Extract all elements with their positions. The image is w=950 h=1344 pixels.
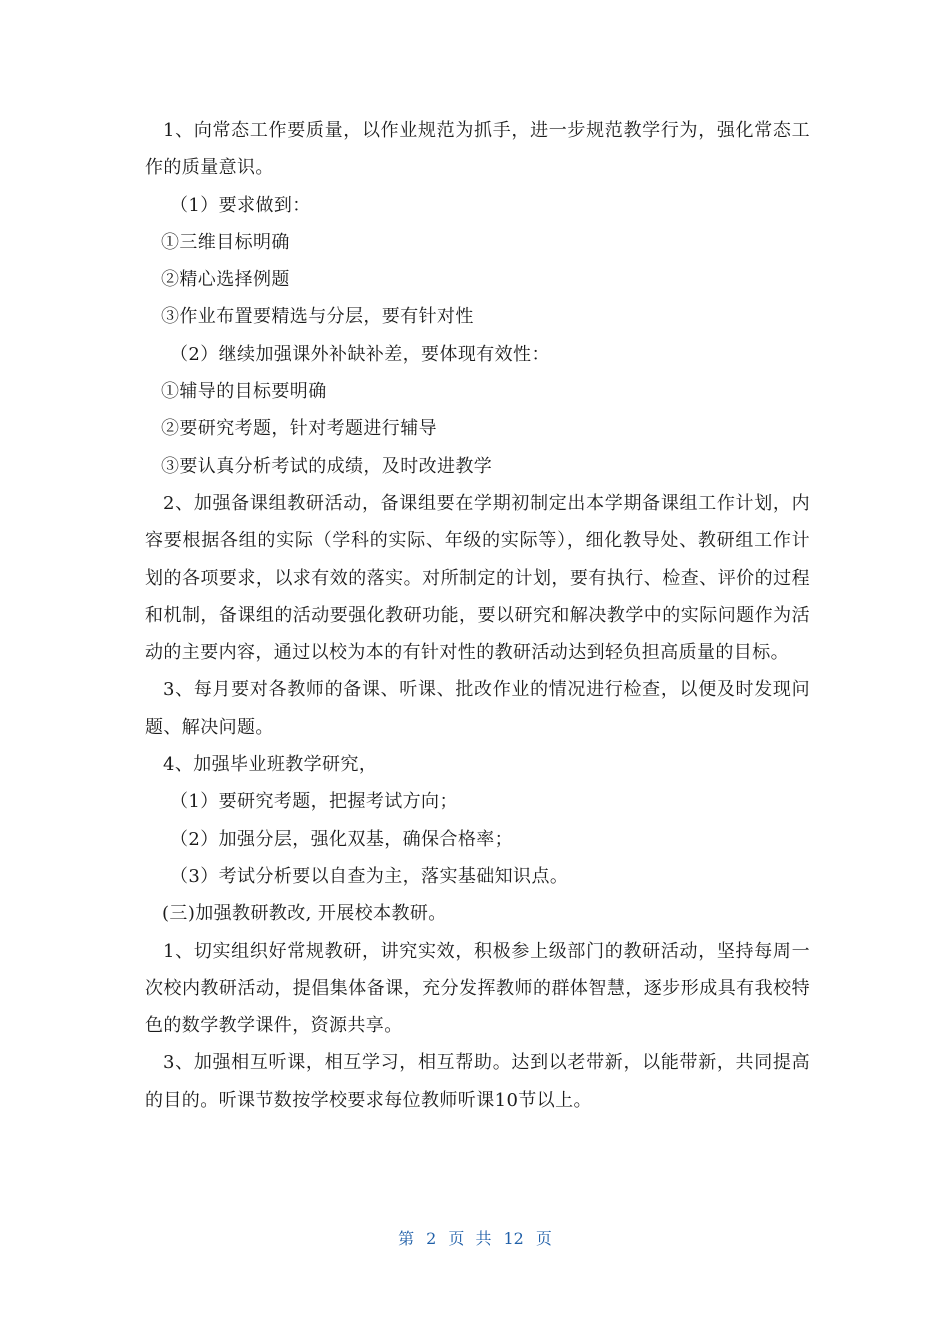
page-footer (0, 1226, 950, 1249)
footer-middle: 页 共 (448, 1229, 492, 1248)
list-item: （2）加强分层，强化双基，确保合格率； (170, 828, 514, 850)
document-body (145, 112, 810, 1119)
footer-prefix: 第 (398, 1229, 415, 1248)
list-item: ②精心选择例题 (161, 269, 290, 291)
footer-current-page: 2 (426, 1229, 437, 1248)
sub-heading-tutoring: （2）继续加强课外补缺补差，要体现有效性： (170, 343, 550, 365)
section-heading: (三)加强教研教改, 开展校本教研。 (162, 903, 447, 925)
list-item: （1）要研究考题，把握考试方向； (170, 791, 458, 813)
list-item: ①辅导的目标要明确 (161, 381, 327, 403)
paragraph-item-1b: 1、切实组织好常规教研，讲究实效，积极参上级部门的教研活动，坚持每周一次校内教研活动，提倡集体备课，充分发挥教师的群体智慧，逐步形成具有我校特色的数学教学课件，资源共享。 (145, 940, 810, 1037)
list-item: ③作业布置要精选与分层，要有针对性 (161, 306, 474, 328)
paragraph-item-3: 3、每月要对各教师的备课、听课、批改作业的情况进行检查，以便及时发现问题、解决问题。 (145, 679, 810, 738)
paragraph-item-1: 1、向常态工作要质量，以作业规范为抓手，进一步规范教学行为，强化常态工作的质量意识。 (145, 120, 810, 179)
paragraph-item-3b: 3、加强相互听课，相互学习，相互帮助。达到以老带新，以能带新，共同提高的目的。听课节数按学校要求每位教师听课10节以上。 (145, 1052, 810, 1111)
list-item: ①三维目标明确 (161, 231, 290, 253)
list-item: ②要研究考题，针对考题进行辅导 (161, 418, 437, 440)
paragraph-item-4: 4、加强毕业班教学研究， (163, 754, 378, 776)
list-item: （3）考试分析要以自查为主，落实基础知识点。 (170, 865, 569, 887)
footer-suffix: 页 (535, 1229, 552, 1248)
list-item: ③要认真分析考试的成绩，及时改进教学 (161, 455, 493, 477)
paragraph-item-2: 2、加强备课组教研活动，备课组要在学期初制定出本学期备课组工作计划，内容要根据各组的实际（学科的实际、年级的实际等），细化教导处、教研组工作计划的各项要求，以求有效的落实。对所制定的计划，要有执行、检查、评价的过程和机制，备课组的活动要强化教研功能，要以研究和解决教学中的实际问题作为活动的主要内容，通过以校为本的有针对性的教研活动达到轻负担高质量的目标。 (145, 492, 810, 664)
footer-total-pages: 12 (503, 1229, 524, 1248)
sub-heading-requirements: （1）要求做到： (170, 194, 311, 216)
